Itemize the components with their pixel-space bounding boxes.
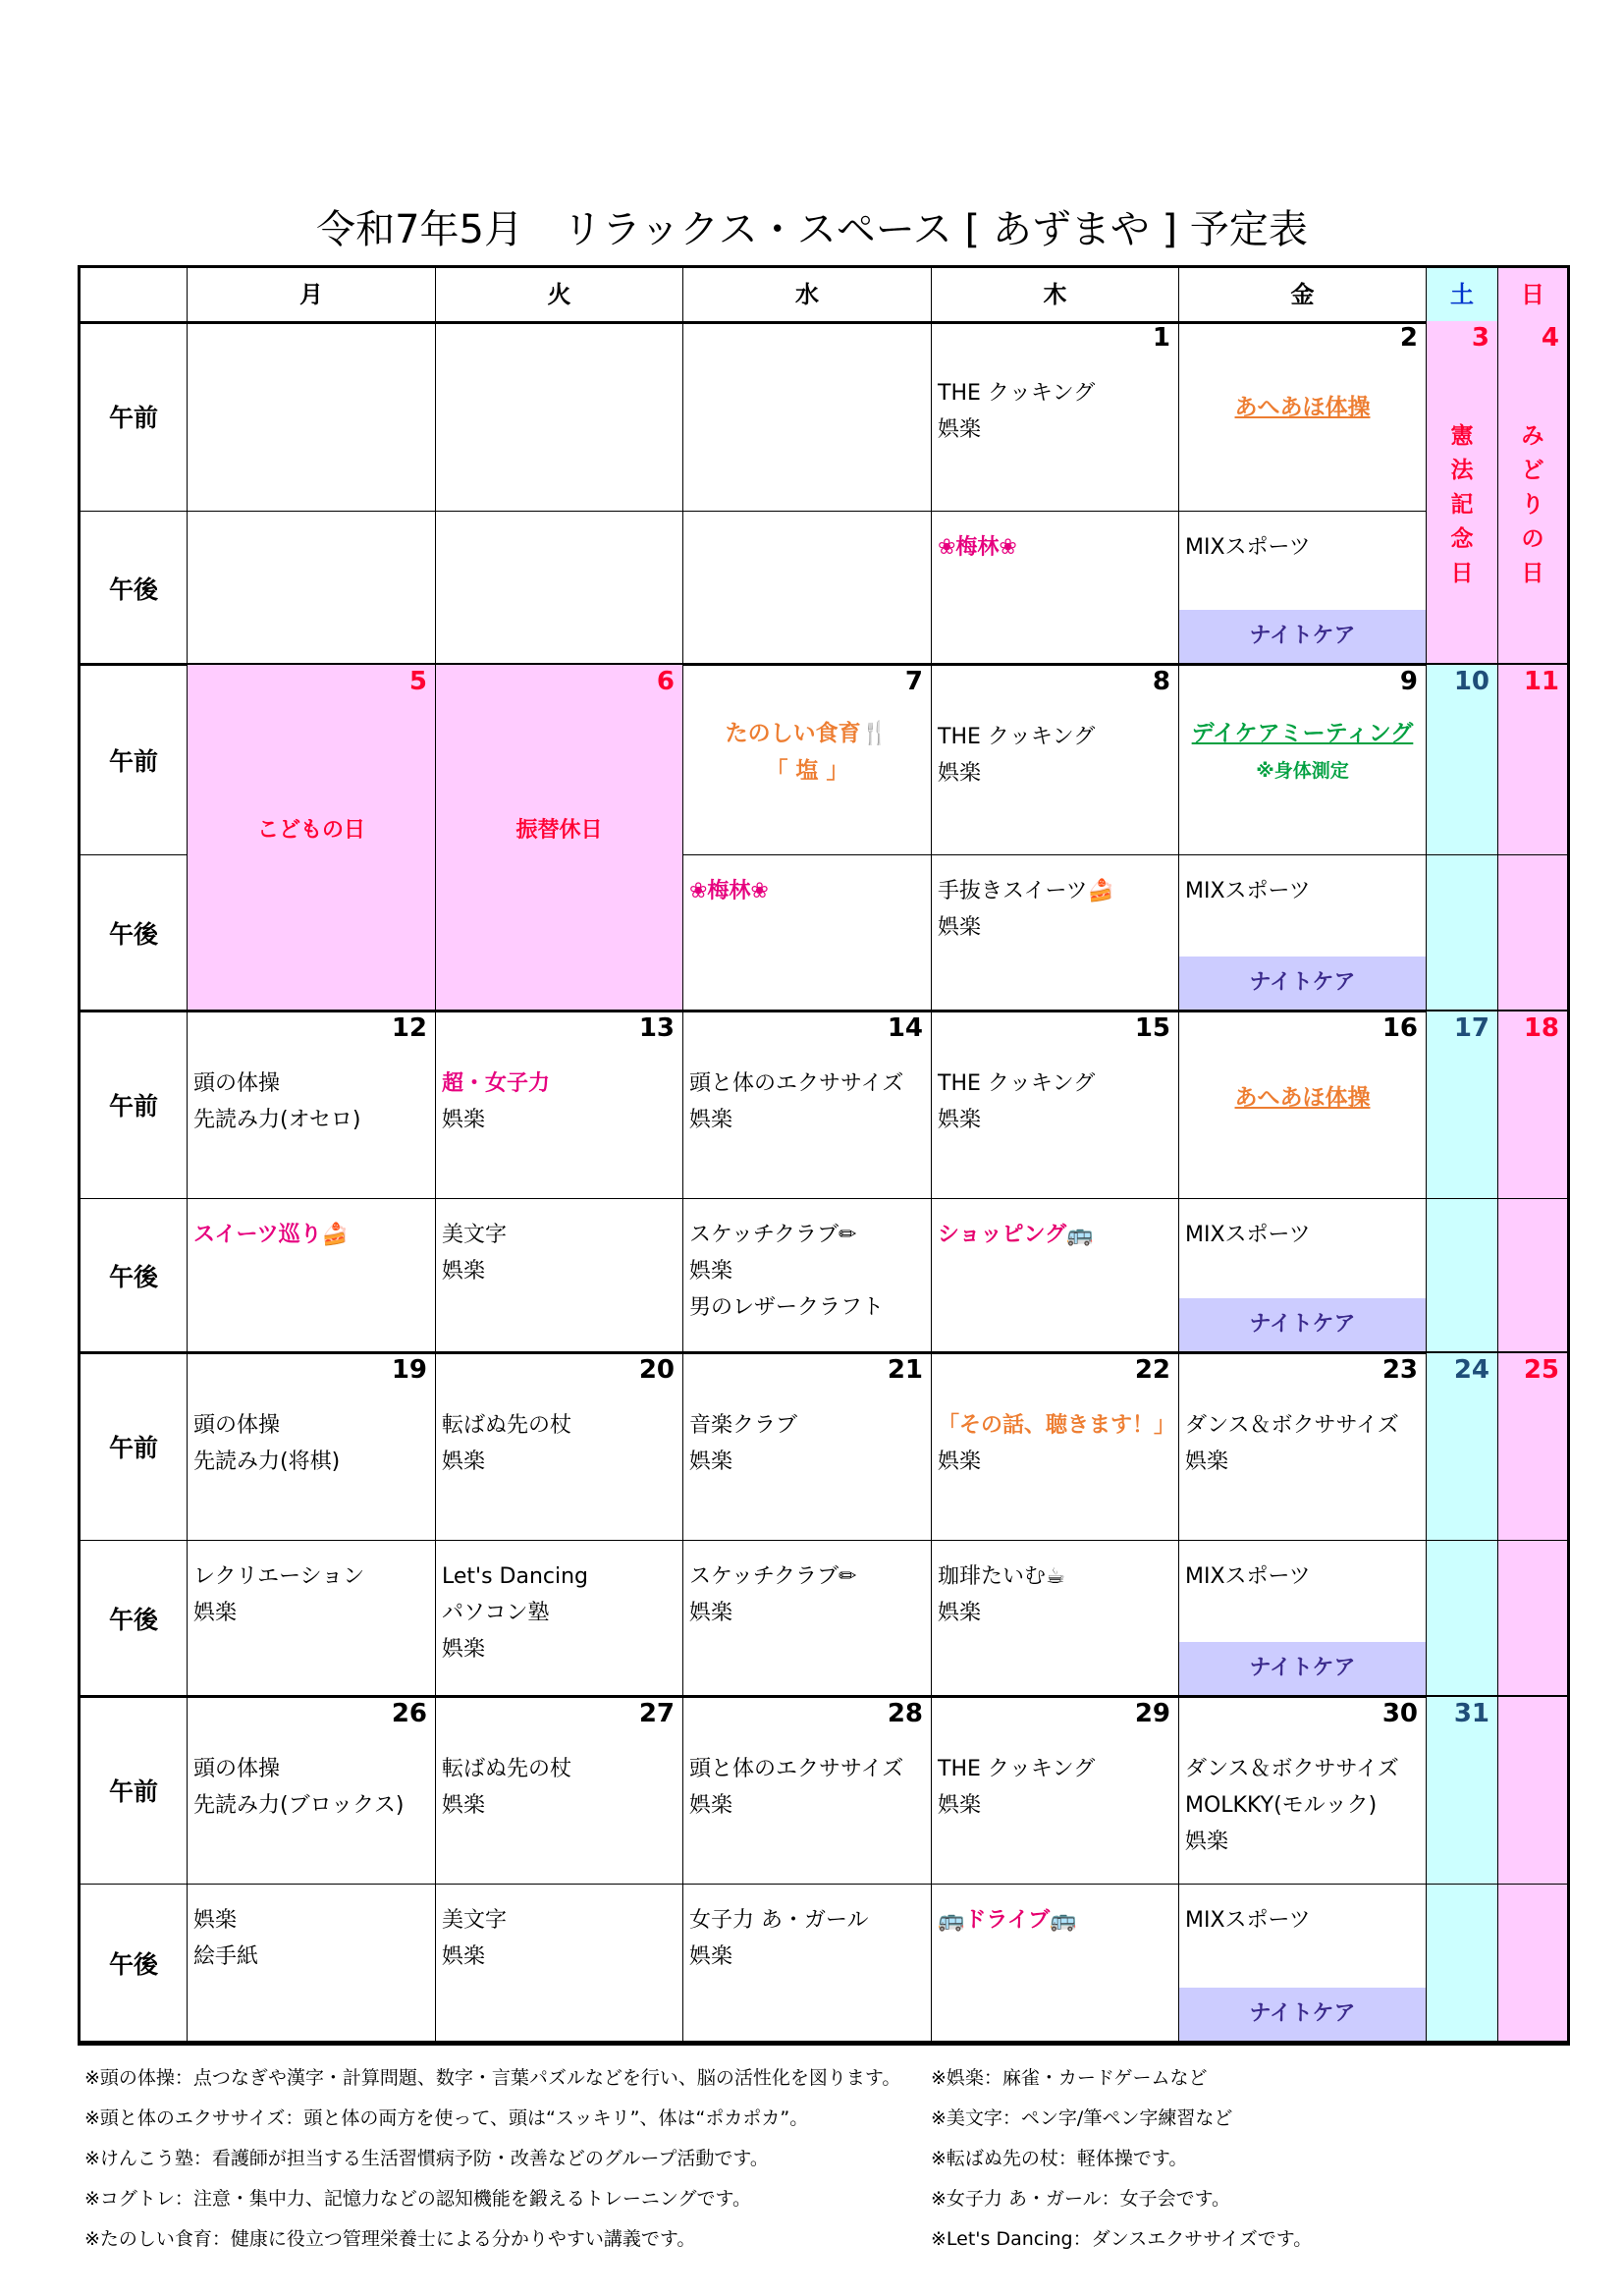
- activity-text: スケッチクラブ✏: [689, 1223, 857, 1247]
- activity-text: 娯楽: [938, 417, 982, 442]
- half-divider: [1179, 1198, 1426, 1199]
- special-activity: スイーツ巡り🍰: [193, 1223, 350, 1247]
- special-sub: ※身体測定: [1256, 760, 1349, 782]
- pm-label: 午後: [108, 920, 158, 949]
- day-number: 28: [887, 1699, 923, 1728]
- activity-text: 娯楽: [938, 915, 982, 940]
- activity-text: 手抜きスイーツ🍰: [938, 879, 1115, 903]
- day-cell: [1426, 1011, 1497, 1351]
- activity-text: 娯楽: [442, 1637, 486, 1662]
- activity-text: Let's Dancing: [442, 1564, 589, 1589]
- am-label: 午前: [108, 1434, 158, 1462]
- day-number: 9: [1399, 667, 1418, 696]
- half-divider: [932, 1540, 1178, 1541]
- pm-label: 午後: [108, 1263, 158, 1291]
- special-activity: ショッピング🚌: [938, 1223, 1094, 1247]
- day-cell: [682, 1011, 931, 1351]
- label-half-divider: [81, 1198, 187, 1199]
- day-cell: [1497, 1697, 1567, 2041]
- day-number: 23: [1381, 1355, 1418, 1385]
- half-divider: [932, 1198, 1178, 1199]
- note-line: ※頭の体操：点つなぎや漢字・計算問題、数字・言葉パズルなどを行い、脳の活性化を図ります。: [84, 2067, 901, 2089]
- activity-text: THE クッキング: [938, 1757, 1096, 1781]
- activity-text: 音楽クラブ: [689, 1413, 798, 1438]
- special-activity: あへあほ体操: [1234, 395, 1371, 420]
- day-cell: [435, 321, 682, 663]
- activity-text: 美文字: [442, 1908, 508, 1933]
- activity-text: スケッチクラブ✏: [689, 1564, 857, 1589]
- day-cell: [1178, 1011, 1426, 1351]
- half-divider: [1427, 1884, 1497, 1885]
- day-number: 4: [1541, 323, 1559, 353]
- half-divider: [932, 511, 1178, 512]
- am-label: 午前: [108, 747, 158, 776]
- half-divider: [1427, 1540, 1497, 1541]
- day-number: 18: [1523, 1013, 1559, 1043]
- day-cell: [187, 1353, 435, 1695]
- day-cell: [931, 1353, 1178, 1695]
- half-divider: [1179, 1540, 1426, 1541]
- weekday-header: 水: [682, 268, 931, 321]
- day-cell: [187, 321, 435, 663]
- activity-text: 娯楽: [938, 1449, 982, 1474]
- night-care-label: ナイトケア: [1179, 1642, 1426, 1695]
- note-line: ※美文字：ペン字/筆ペン字練習など: [931, 2107, 1233, 2129]
- special-activity: たのしい食育🍴: [725, 721, 890, 746]
- activity-text: 娯楽: [689, 1944, 733, 1969]
- day-number: 31: [1453, 1699, 1489, 1728]
- special-activity: 「その話、聴きます！」: [938, 1413, 1176, 1438]
- activity-text: 頭の体操: [193, 1413, 281, 1438]
- day-number: 1: [1152, 323, 1170, 353]
- activity-text: 娯楽: [689, 1259, 733, 1284]
- day-cell: [931, 321, 1178, 663]
- day-cell: [1497, 1011, 1567, 1351]
- day-cell: [187, 1697, 435, 2041]
- day-cell: [1426, 1697, 1497, 2041]
- half-divider: [1498, 1198, 1567, 1199]
- weekday-header: 金: [1178, 268, 1426, 321]
- day-number: 5: [408, 667, 427, 696]
- holiday-char: み: [1521, 423, 1544, 449]
- holiday-name: 振替休日: [515, 818, 603, 843]
- activity-text: ダンス＆ボクササイズ: [1185, 1413, 1399, 1438]
- activity-text: 娯楽: [193, 1908, 238, 1933]
- day-number: 24: [1453, 1355, 1489, 1385]
- activity-text: 娯楽: [689, 1108, 733, 1132]
- activity-text: レクリエーション: [193, 1564, 365, 1589]
- activity-text: 娯楽: [1185, 1449, 1229, 1474]
- day-cell: [1497, 321, 1567, 663]
- notes-right: [931, 2058, 1312, 2260]
- label-half-divider: [81, 1884, 187, 1885]
- day-cell: [931, 1697, 1178, 2041]
- day-number: 21: [887, 1355, 923, 1385]
- half-divider: [436, 1198, 682, 1199]
- special-activity: ❀梅林❀: [938, 535, 1017, 560]
- activity-text: THE クッキング: [938, 381, 1096, 406]
- day-cell: [1178, 665, 1426, 1010]
- day-number: 25: [1523, 1355, 1559, 1385]
- day-cell: [435, 1011, 682, 1351]
- holiday-char: 日: [1521, 561, 1544, 586]
- day-number: 10: [1453, 667, 1489, 696]
- activity-text: 娯楽: [442, 1944, 486, 1969]
- half-divider: [1498, 1540, 1567, 1541]
- half-divider: [436, 511, 682, 512]
- pm-label: 午後: [108, 575, 158, 604]
- activity-text: 転ばぬ先の杖: [442, 1757, 572, 1781]
- special-activity: 🚌ドライブ🚌: [938, 1908, 1077, 1933]
- day-cell: [1426, 665, 1497, 1010]
- activity-text: MIXスポーツ: [1185, 535, 1311, 560]
- day-number: 17: [1453, 1013, 1489, 1043]
- day-number: 13: [638, 1013, 675, 1043]
- half-divider: [683, 1884, 931, 1885]
- activity-text: 頭の体操: [193, 1071, 281, 1096]
- holiday-char: り: [1521, 492, 1544, 518]
- weekday-header: 土: [1426, 268, 1497, 321]
- activity-text: MIXスポーツ: [1185, 1908, 1311, 1933]
- activity-text: 娯楽: [689, 1449, 733, 1474]
- label-half-divider: [81, 1540, 187, 1541]
- half-divider: [932, 1884, 1178, 1885]
- activity-text: THE クッキング: [938, 725, 1096, 749]
- day-cell: [1426, 1353, 1497, 1695]
- day-number: 20: [638, 1355, 675, 1385]
- note-line: ※娯楽：麻雀・カードゲームなど: [931, 2067, 1208, 2089]
- activity-text: 頭と体のエクササイズ: [689, 1071, 904, 1096]
- day-cell: [187, 1011, 435, 1351]
- activity-text: パソコン塾: [442, 1601, 550, 1625]
- half-divider: [683, 854, 931, 855]
- schedule-calendar: [78, 265, 1570, 2046]
- day-cell: [435, 1697, 682, 2041]
- activity-text: 男のレザークラフト: [689, 1295, 885, 1320]
- note-line: ※たのしい食育：健康に役立つ管理栄養士による分かりやすい講義です。: [84, 2228, 696, 2250]
- day-number: 30: [1381, 1699, 1418, 1728]
- half-divider: [1427, 854, 1497, 855]
- page-title: 令和7年5月 リラックス・スペース [ あずまや ] 予定表: [316, 207, 1308, 252]
- weekday-header: 月: [187, 268, 435, 321]
- activity-text: 先読み力(ブロックス): [193, 1793, 405, 1818]
- day-cell: [931, 665, 1178, 1010]
- am-label: 午前: [108, 404, 158, 432]
- holiday-char: の: [1521, 526, 1544, 552]
- activity-text: 絵手紙: [193, 1944, 259, 1969]
- half-divider: [683, 1198, 931, 1199]
- day-number: 8: [1152, 667, 1170, 696]
- note-line: ※コグトレ：注意・集中力、記憶力などの認知機能を鍛えるトレーニングです。: [84, 2188, 752, 2210]
- activity-text: ダンス＆ボクササイズ: [1185, 1757, 1399, 1781]
- activity-text: MIXスポーツ: [1185, 879, 1311, 903]
- am-label: 午前: [108, 1092, 158, 1121]
- day-cell: [1178, 321, 1426, 663]
- weekday-header: 火: [435, 268, 682, 321]
- day-number: 19: [391, 1355, 427, 1385]
- activity-text: 娯楽: [442, 1259, 486, 1284]
- activity-text: 娯楽: [938, 1793, 982, 1818]
- day-cell: [682, 665, 931, 1010]
- half-divider: [1179, 1884, 1426, 1885]
- holiday-name: こどもの日: [256, 818, 365, 843]
- day-cell: [931, 1011, 1178, 1351]
- activity-text: 娯楽: [938, 1108, 982, 1132]
- half-divider: [188, 1884, 435, 1885]
- day-number: 15: [1134, 1013, 1170, 1043]
- week-divider: [81, 2041, 1567, 2044]
- day-number: 26: [391, 1699, 427, 1728]
- half-divider: [1498, 1884, 1567, 1885]
- half-divider: [1498, 854, 1567, 855]
- am-label: 午前: [108, 1777, 158, 1806]
- note-line: ※女子力 あ・ガール：女子会です。: [931, 2188, 1231, 2210]
- activity-text: 珈琲たいむ☕: [938, 1564, 1065, 1589]
- day-number: 7: [904, 667, 923, 696]
- activity-text: 娯楽: [1185, 1830, 1229, 1854]
- activity-text: THE クッキング: [938, 1071, 1096, 1096]
- weekday-header: 日: [1497, 268, 1567, 321]
- half-divider: [1179, 511, 1426, 512]
- header-blank: [81, 268, 187, 321]
- activity-text: 娯楽: [193, 1601, 238, 1625]
- half-divider: [436, 1884, 682, 1885]
- activity-text: 頭の体操: [193, 1757, 281, 1781]
- note-line: ※転ばぬ先の杖：軽体操です。: [931, 2148, 1188, 2169]
- notes-left: [84, 2058, 900, 2260]
- holiday-char: 記: [1450, 492, 1474, 518]
- half-divider: [188, 1540, 435, 1541]
- activity-text: 女子力 あ・ガール: [689, 1908, 869, 1933]
- activity-text: 娯楽: [689, 1793, 733, 1818]
- day-cell: [1178, 1697, 1426, 2041]
- special-activity: デイケアミーティング: [1191, 721, 1414, 746]
- activity-text: 頭と体のエクササイズ: [689, 1757, 904, 1781]
- day-number: 14: [887, 1013, 923, 1043]
- day-number: 12: [391, 1013, 427, 1043]
- holiday-char: 日: [1450, 561, 1474, 586]
- activity-text: 美文字: [442, 1223, 508, 1247]
- day-number: 6: [656, 667, 675, 696]
- holiday-char: ど: [1521, 458, 1544, 483]
- half-divider: [683, 1540, 931, 1541]
- night-care-label: ナイトケア: [1179, 957, 1426, 1010]
- half-divider: [188, 1198, 435, 1199]
- day-cell: [435, 665, 682, 1010]
- holiday-char: 念: [1450, 526, 1474, 552]
- day-number: 3: [1471, 323, 1489, 353]
- activity-text: 娯楽: [442, 1108, 486, 1132]
- special-activity: 超・女子力: [442, 1071, 551, 1096]
- activity-text: 娯楽: [442, 1449, 486, 1474]
- half-divider: [1427, 1198, 1497, 1199]
- activity-text: 先読み力(オセロ): [193, 1108, 361, 1132]
- holiday-char: 憲: [1450, 423, 1474, 449]
- day-cell: [1497, 1353, 1567, 1695]
- night-care-label: ナイトケア: [1179, 1988, 1426, 2041]
- day-number: 22: [1134, 1355, 1170, 1385]
- activity-text: MOLKKY(モルック): [1185, 1793, 1378, 1818]
- day-cell: [1426, 321, 1497, 663]
- label-half-divider: [81, 854, 187, 855]
- note-line: ※Let's Dancing：ダンスエクササイズです。: [931, 2228, 1313, 2250]
- activity-text: MIXスポーツ: [1185, 1564, 1311, 1589]
- day-number: 29: [1134, 1699, 1170, 1728]
- special-sub: 「 塩 」: [765, 758, 849, 784]
- activity-text: 転ばぬ先の杖: [442, 1413, 572, 1438]
- day-number: 16: [1381, 1013, 1418, 1043]
- activity-text: 娯楽: [938, 761, 982, 786]
- night-care-label: ナイトケア: [1179, 1298, 1426, 1351]
- special-activity: ❀梅林❀: [689, 879, 769, 903]
- half-divider: [436, 1540, 682, 1541]
- half-divider: [188, 511, 435, 512]
- day-number: 2: [1399, 323, 1418, 353]
- day-number: 27: [638, 1699, 675, 1728]
- activity-text: 娯楽: [938, 1601, 982, 1625]
- day-cell: [682, 1697, 931, 2041]
- day-cell: [682, 321, 931, 663]
- special-activity: あへあほ体操: [1234, 1085, 1371, 1111]
- half-divider: [1179, 854, 1426, 855]
- holiday-char: 法: [1450, 458, 1474, 483]
- day-cell: [1497, 665, 1567, 1010]
- activity-text: 娯楽: [689, 1601, 733, 1625]
- activity-text: MIXスポーツ: [1185, 1223, 1311, 1247]
- note-line: ※けんこう塾：看護師が担当する生活習慣病予防・改善などのグループ活動です。: [84, 2148, 769, 2169]
- pm-label: 午後: [108, 1606, 158, 1634]
- day-cell: [435, 1353, 682, 1695]
- day-cell: [1178, 1353, 1426, 1695]
- half-divider: [932, 854, 1178, 855]
- half-divider: [683, 511, 931, 512]
- night-care-label: ナイトケア: [1179, 610, 1426, 663]
- label-half-divider: [81, 511, 187, 512]
- note-line: ※頭と体のエクササイズ：頭と体の両方を使って、頭は“スッキリ”、体は“ポカポカ”。: [84, 2107, 809, 2129]
- day-number: 11: [1523, 667, 1559, 696]
- pm-label: 午後: [108, 1950, 158, 1979]
- weekday-header: 木: [931, 268, 1178, 321]
- activity-text: 娯楽: [442, 1793, 486, 1818]
- day-cell: [187, 665, 435, 1010]
- day-cell: [682, 1353, 931, 1695]
- activity-text: 先読み力(将棋): [193, 1449, 341, 1474]
